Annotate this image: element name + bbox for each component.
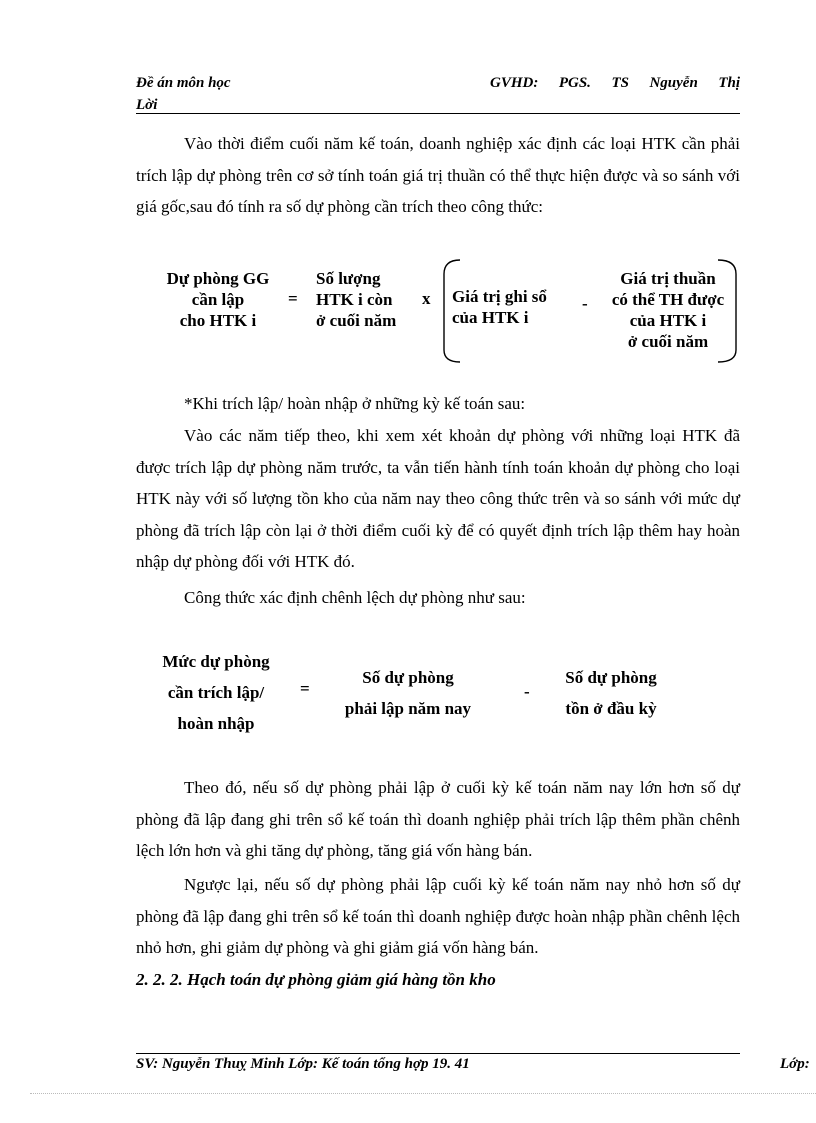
formula1-book-line: Giá trị ghi sổ [452,287,547,306]
formula1-lhs [148,268,288,331]
paragraph-following-years: Vào các năm tiếp theo, khi xem xét khoản dự phòng với những loại HTK đã được trích lập dự phòng năm trước, ta vẫn tiến hành tính toán khoản dự phòng cho loại HTK này với số lượng tồn kho của năm nay theo công thức trên và so sánh với mức dự phòng đã trích lập còn lại ở thời điểm cuối kỳ để có quyết định trích lập thêm hay hoàn nhập dự phòng đối với HTK đó. [136,426,740,571]
formula2-minus: - [524,682,530,701]
formula1-net-line: Giá trị thuần [620,269,716,288]
header-course-line2: Lời [136,97,158,113]
footer-class: Lớp: [780,1056,810,1072]
formula2-required [330,662,486,724]
formula2-existing [546,662,676,724]
header-rule [136,113,740,114]
formula1-net-value [598,268,738,352]
formula2-required-line: phải lập năm nay [344,699,472,718]
formula1-lhs-line: Dự phòng GG [166,269,270,288]
paragraph-intro: Vào thời điểm cuối năm kế toán, doanh nghiệp xác định các loại HTK cần phải trích lập dự phòng trên cơ sở tính toán giá trị thuần có thể thực hiện được và so sánh với giá gốc,sau đó tính ra số dự phòng cần trích theo công thức: [136,134,740,216]
header-course-line1: Đề án môn học [136,75,231,91]
formula1-quantity-line: ở cuối năm [316,311,397,330]
formula1-lhs-line: cần lập [191,290,245,309]
footer-rule [136,1053,740,1054]
formula2-equals: = [300,679,310,698]
paragraph-subsequent-periods: *Khi trích lập/ hoàn nhập ở những kỳ kế toán sau: [184,394,526,413]
formula1-book-line: của HTK i [452,308,529,327]
formula2-lhs-line: hoàn nhập [177,714,255,733]
formula2-existing-line: Số dự phòng [565,668,657,687]
formula2-existing-line: tồn ở đầu kỳ [565,699,657,718]
formula2-lhs-line: cần trích lập/ [167,683,265,702]
formula1-quantity-line: HTK i còn [316,290,393,309]
formula1-lhs-line: cho HTK i [179,311,257,330]
page-edge-line [30,1093,816,1094]
formula1-times: x [422,289,431,308]
paragraph-decrease: Ngược lại, nếu số dự phòng phải lập cuối kỳ kế toán năm nay nhỏ hơn số dự phòng đã lập đang ghi trên sổ kế toán thì doanh nghiệp được hoàn nhập phần chênh lệch nhỏ hơn, ghi giảm dự phòng và ghi giảm giá vốn hàng bán. [136,875,740,957]
formula1-book-value [452,286,570,328]
formula1-minus: - [582,294,588,313]
paragraph-formula2-intro: Công thức xác định chênh lệch dự phòng như sau: [184,588,526,607]
formula1-equals: = [288,289,298,308]
header-supervisor: GVHD: PGS. TS Nguyễn Thị [490,75,740,91]
formula1-quantity [316,268,411,331]
paragraph-increase: Theo đó, nếu số dự phòng phải lập ở cuối kỳ kế toán năm nay lớn hơn số dự phòng đã lập đang ghi trên sổ kế toán thì doanh nghiệp phải trích lập thêm phần chênh lệch lớn hơn và ghi tăng dự phòng, tăng giá vốn hàng bán. [136,778,740,860]
header-course [136,72,231,116]
formula2-required-line: Số dự phòng [362,668,454,687]
footer-student: SV: Nguyễn Thuỵ Minh Lớp: Kế toán tổng hợp 19. 41 [136,1056,470,1072]
formula2-lhs [148,646,284,739]
formula1-net-line: của HTK i [629,311,707,330]
formula1-quantity-line: Số lượng [316,269,381,288]
formula2-lhs-line: Mức dự phòng [162,652,270,671]
formula1-net-line: có thể TH được [611,290,725,309]
formula1-net-line: ở cuối năm [627,332,709,351]
section-heading: 2. 2. 2. Hạch toán dự phòng giảm giá hàng tồn kho [136,970,496,989]
